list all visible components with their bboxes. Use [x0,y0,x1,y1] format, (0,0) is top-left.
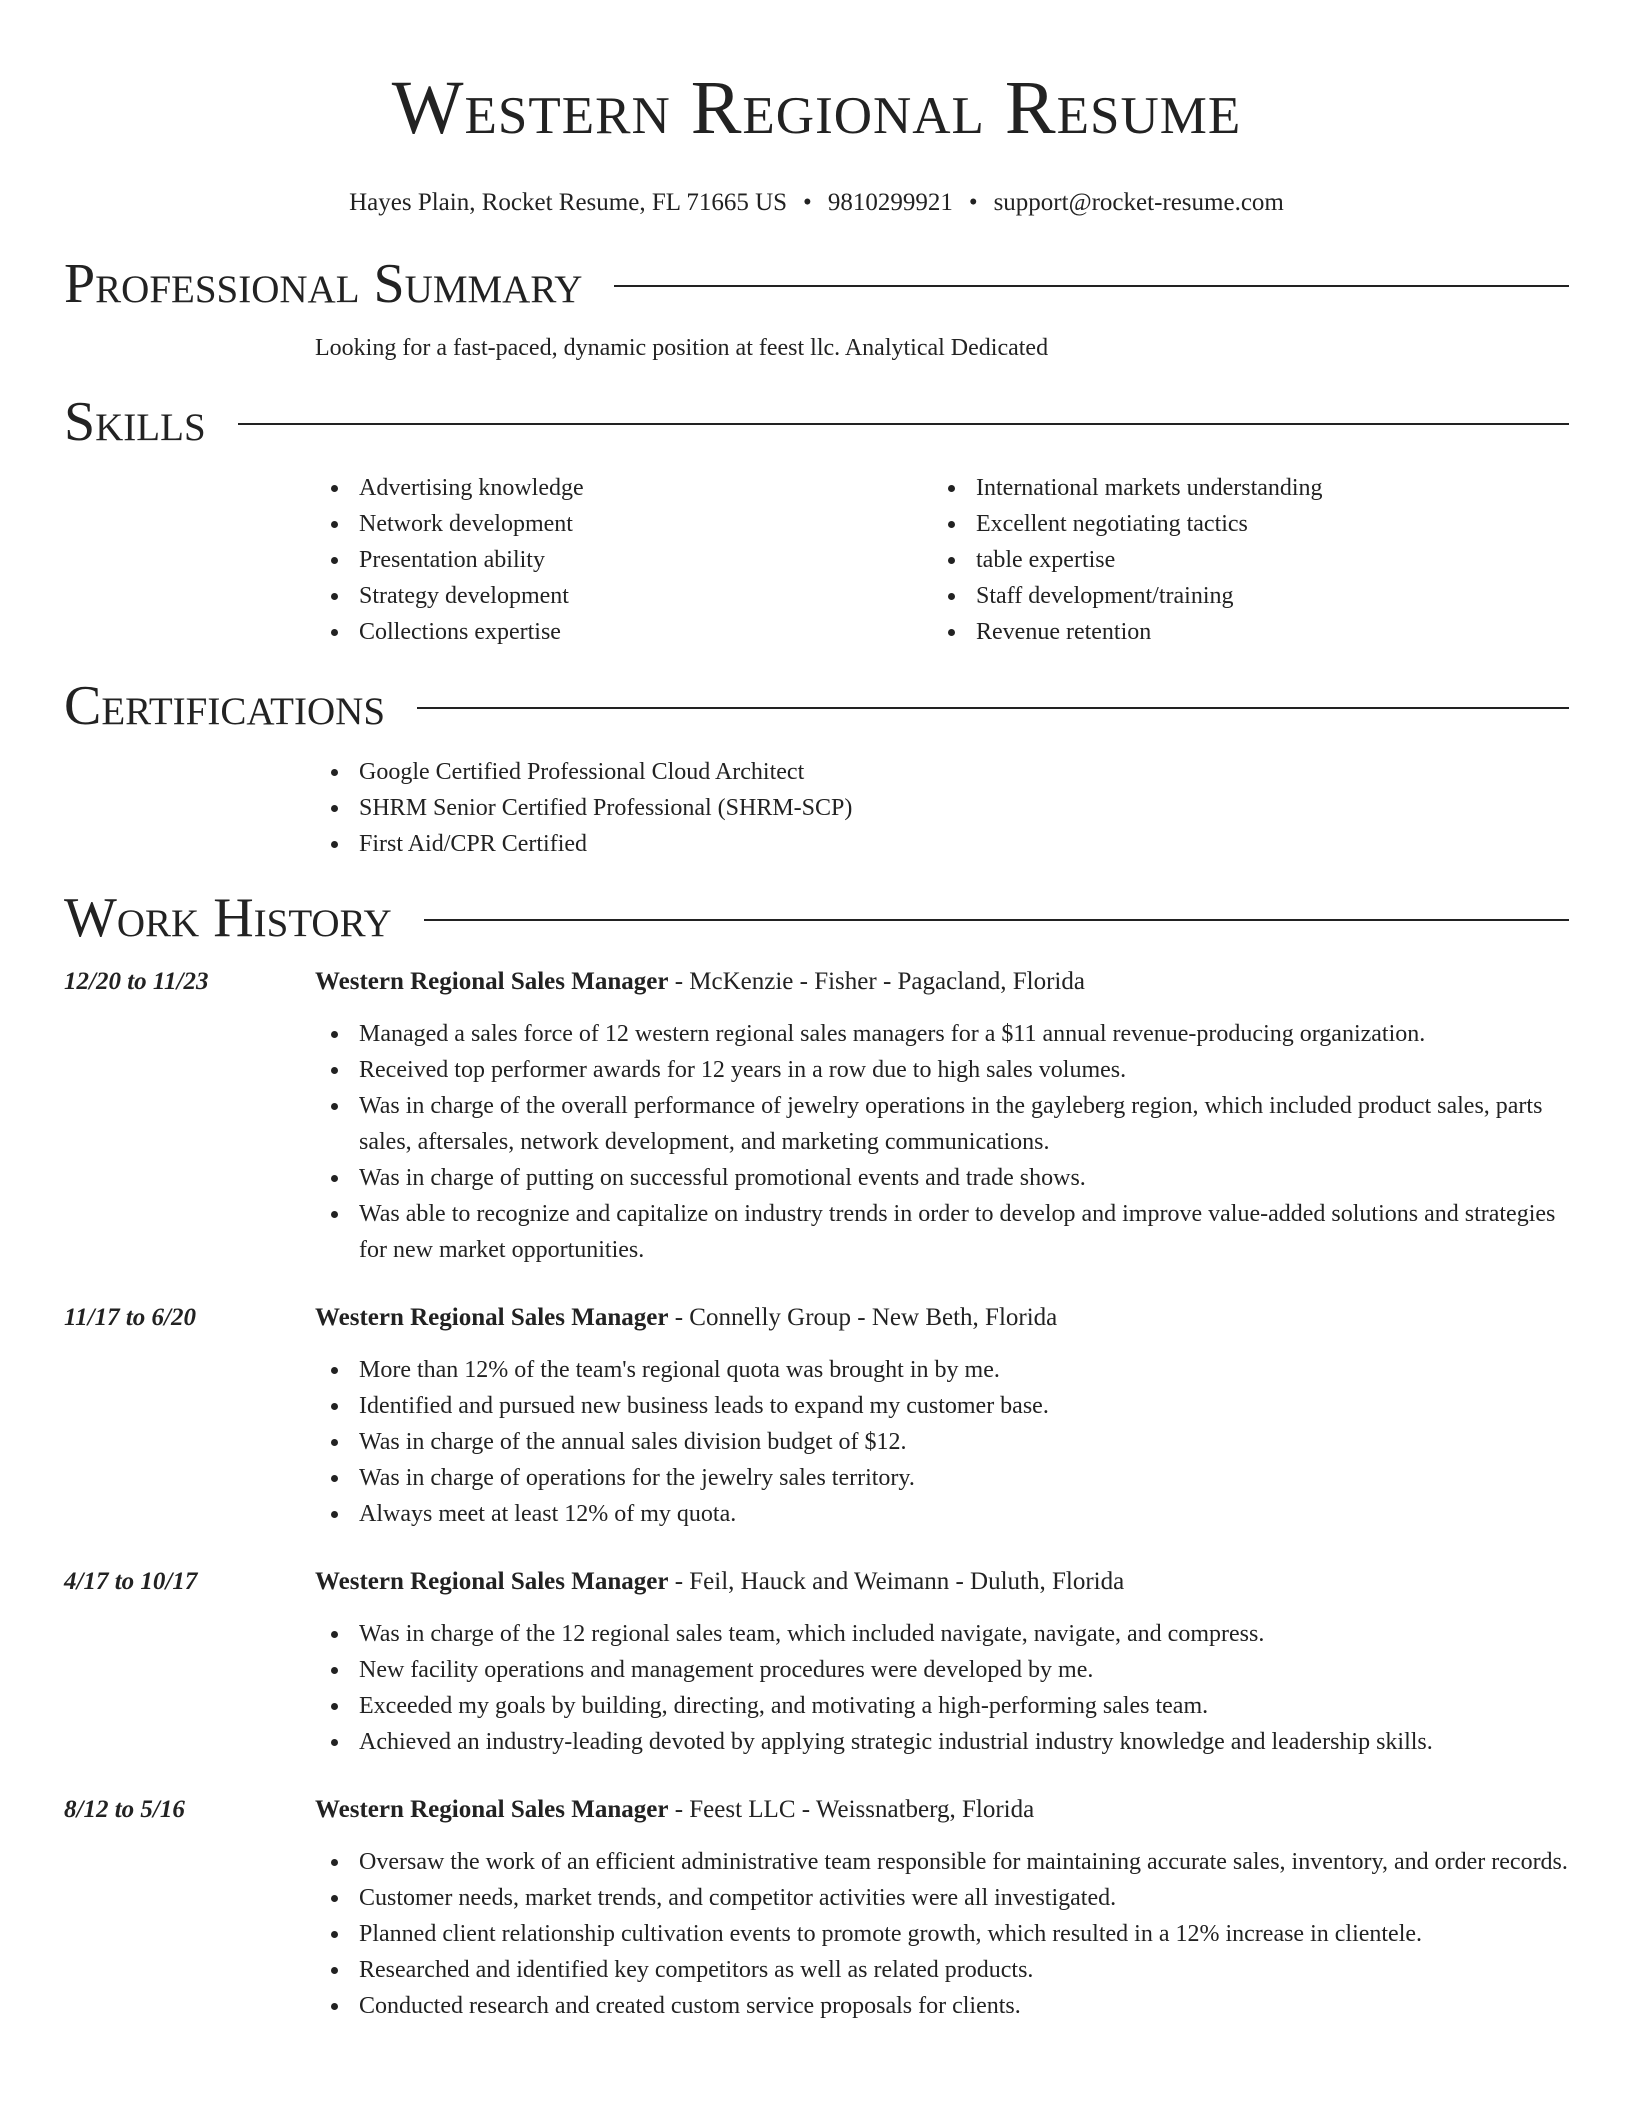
job-bullets [315,1016,1569,1268]
job-details [315,1792,1569,2024]
job-bullet: Always meet at least 12% of my quota. [315,1496,1569,1532]
job-dates: 4/17 to 10/17 [64,1568,198,1595]
skills-body [315,470,1569,650]
job-header [315,964,1569,1000]
summary-body [315,330,1569,366]
job-details [315,1564,1569,1760]
job-bullets [315,1616,1569,1760]
job-bullet: Customer needs, market trends, and competitor activities were all investigated. [315,1880,1569,1916]
job-bullets [315,1844,1569,2024]
job-company: - McKenzie - Fisher - Pagacland, Florida [668,968,1085,995]
contact-phone: 9810299921 [827,189,953,216]
job-bullet: Identified and pursued new business leads to expand my customer base. [315,1388,1569,1424]
section-divider [238,423,1569,425]
job-header [315,1564,1569,1600]
skill-item: table expertise [932,542,1549,578]
certifications-body [315,754,1569,862]
certifications-section-header [64,674,1569,738]
job-company: - Feest LLC - Weissnatberg, Florida [668,1796,1035,1823]
job-bullet: More than 12% of the team's regional quota was brought in by me. [315,1352,1569,1388]
section-divider [614,285,1569,287]
resume-page [64,0,1569,2024]
certification-item: Google Certified Professional Cloud Architect [315,754,1569,790]
certification-item: First Aid/CPR Certified [315,826,1569,862]
skill-item: International markets understanding [932,470,1549,506]
job-details [315,964,1569,1268]
job-title: Western Regional Sales Manager [315,1568,669,1595]
job-title: Western Regional Sales Manager [315,968,669,995]
job-bullet: Was in charge of operations for the jewelry sales territory. [315,1460,1569,1496]
work-heading: Work History [64,887,392,949]
job-company: - Feil, Hauck and Weimann - Duluth, Florida [668,1568,1125,1595]
skills-heading: Skills [64,391,206,453]
job-bullet: Was in charge of the overall performance of jewelry operations in the gayleberg region, which included product sales, parts sales, aftersales, network development, and marketing communications. [315,1088,1569,1160]
skill-item: Network development [315,506,932,542]
certifications-heading: Certifications [64,675,386,737]
job-bullet: New facility operations and management procedures were developed by me. [315,1652,1569,1688]
certification-item: SHRM Senior Certified Professional (SHRM-SCP) [315,790,1569,826]
job-bullet: Was in charge of the 12 regional sales team, which included navigate, navigate, and compress. [315,1616,1569,1652]
resume-title: Western Regional Resume [391,66,1242,150]
skill-item: Advertising knowledge [315,470,932,506]
section-divider [424,919,1569,921]
job-details [315,1300,1569,1532]
job-bullet: Managed a sales force of 12 western regional sales managers for a $11 annual revenue-producing organization. [315,1016,1569,1052]
skill-item: Revenue retention [932,614,1549,650]
summary-heading: Professional Summary [64,253,583,315]
job-bullet: Was able to recognize and capitalize on industry trends in order to develop and improve value-added solutions and strategies for new market opportunities. [315,1196,1569,1268]
job-dates: 12/20 to 11/23 [64,968,209,995]
job-bullet: Exceeded my goals by building, directing, and motivating a high-performing sales team. [315,1688,1569,1724]
skill-item: Presentation ability [315,542,932,578]
job-dates: 8/12 to 5/16 [64,1796,185,1823]
skills-grid [315,470,1569,650]
contact-separator: • [803,189,812,216]
job-entry [64,964,1569,1268]
contact-line [64,188,1569,218]
job-title: Western Regional Sales Manager [315,1796,669,1823]
skills-list-left [315,470,932,650]
job-title: Western Regional Sales Manager [315,1304,669,1331]
job-bullet: Was in charge of the annual sales division budget of $12. [315,1424,1569,1460]
job-bullets [315,1352,1569,1532]
job-entry [64,1300,1569,1532]
job-bullet: Achieved an industry-leading devoted by applying strategic industrial industry knowledge and leadership skills. [315,1724,1569,1760]
contact-email: support@rocket-resume.com [993,189,1284,216]
skills-list-right [932,470,1549,650]
summary-section-header [64,252,1569,316]
skill-item: Excellent negotiating tactics [932,506,1549,542]
skill-item: Staff development/training [932,578,1549,614]
job-entry [64,1792,1569,2024]
certifications-list [315,754,1569,862]
job-header [315,1792,1569,1828]
job-entry [64,1564,1569,1760]
contact-separator: • [968,189,978,216]
job-company: - Connelly Group - New Beth, Florida [668,1304,1058,1331]
job-bullet: Was in charge of putting on successful promotional events and trade shows. [315,1160,1569,1196]
job-bullet: Received top performer awards for 12 years in a row due to high sales volumes. [315,1052,1569,1088]
job-bullet: Researched and identified key competitors as well as related products. [315,1952,1569,1988]
work-section-header [64,886,1569,950]
job-bullet: Conducted research and created custom service proposals for clients. [315,1988,1569,2024]
skills-section-header [64,390,1569,454]
contact-address: Hayes Plain, Rocket Resume, FL 71665 US [349,189,788,216]
job-bullet: Planned client relationship cultivation events to promote growth, which resulted in a 12% increase in clientele. [315,1916,1569,1952]
summary-text: Looking for a fast-paced, dynamic position at feest llc. Analytical Dedicated [315,335,1049,361]
skill-item: Collections expertise [315,614,932,650]
job-header [315,1300,1569,1336]
skill-item: Strategy development [315,578,932,614]
job-dates: 11/17 to 6/20 [64,1304,196,1331]
section-divider [417,707,1569,709]
job-bullet: Oversaw the work of an efficient administrative team responsible for maintaining accurate sales, inventory, and order records. [315,1844,1569,1880]
